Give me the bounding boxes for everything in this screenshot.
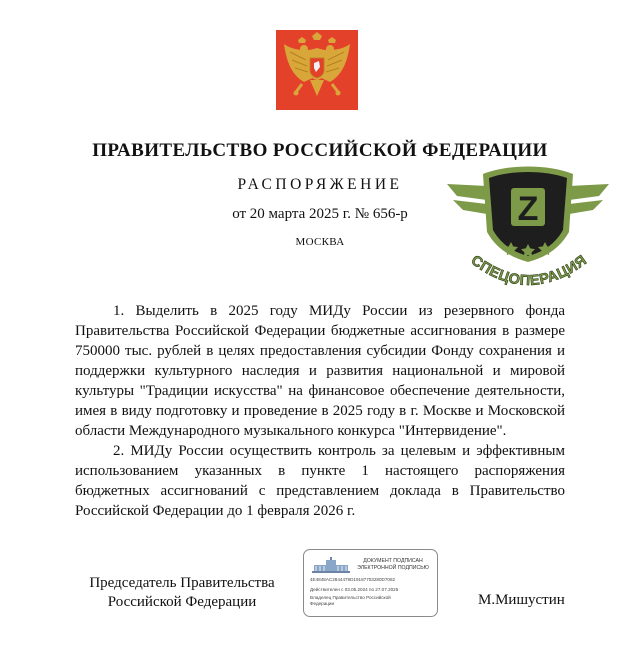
signatory-name: М.Мишустин — [478, 592, 565, 608]
z-special-operation-logo — [443, 162, 613, 297]
order-body — [75, 301, 565, 521]
document-type: РАСПОРЯЖЕНИЕ — [237, 176, 403, 193]
document-city: МОСКВА — [295, 236, 345, 248]
electronic-signature-stamp — [303, 549, 438, 617]
stamp-owner-line2: Федерации — [310, 601, 335, 606]
z-logo-caption: СПЕЦОПЕРАЦИЯ — [467, 252, 591, 290]
stamp-title — [352, 558, 434, 571]
government-building-icon — [312, 557, 350, 573]
signatory-position — [82, 574, 282, 612]
government-title: ПРАВИТЕЛЬСТВО РОССИЙСКОЙ ФЕДЕРАЦИИ — [92, 140, 548, 161]
signatory-position-line2: Российской Федерации — [107, 594, 257, 610]
coat-of-arms-emblem — [276, 30, 358, 110]
document-date-number: от 20 марта 2025 г. № 656-р — [232, 206, 408, 222]
stamp-title-line1: ДОКУМЕНТ ПОДПИСАН — [363, 558, 423, 564]
order-paragraph-2: 2. МИДу России осуществить контроль за целевым и эффективным использованием указанных в пункте 1 настоящего распоряжения бюджетных ассигнований с представлением доклада в Правительство Российской Федерации до 1 февраля 2026 г. — [75, 443, 565, 519]
stamp-owner-line1: Владелец Правительство Российской — [310, 595, 391, 600]
stamp-serial: 4E4848AC2844479D19187703280D7082 — [310, 577, 396, 582]
stamp-validity: Действителен с 03.05.2024 по 27.07.2025 — [310, 587, 399, 592]
stamp-title-line2: ЭЛЕКТРОННОЙ ПОДПИСЬЮ — [357, 564, 429, 571]
signatory-position-line1: Председатель Правительства — [89, 575, 275, 591]
z-letter: Z — [517, 190, 539, 228]
order-paragraph-1: 1. Выделить в 2025 году МИДу России из резервного фонда Правительства Российской Федерации бюджетные ассигнования в размере 750000 тыс. рублей в целях предоставления субсидии Фонду сохранения и поддержки культурного наследия и развития национальной и мировой культуры "Традиции искусства" на финансовое обеспечение деятельности, имея в виду подготовку и проведение в 2025 году в г. Москве и Московской области Международного музыкального конкурса "Интервидение". — [75, 303, 565, 439]
